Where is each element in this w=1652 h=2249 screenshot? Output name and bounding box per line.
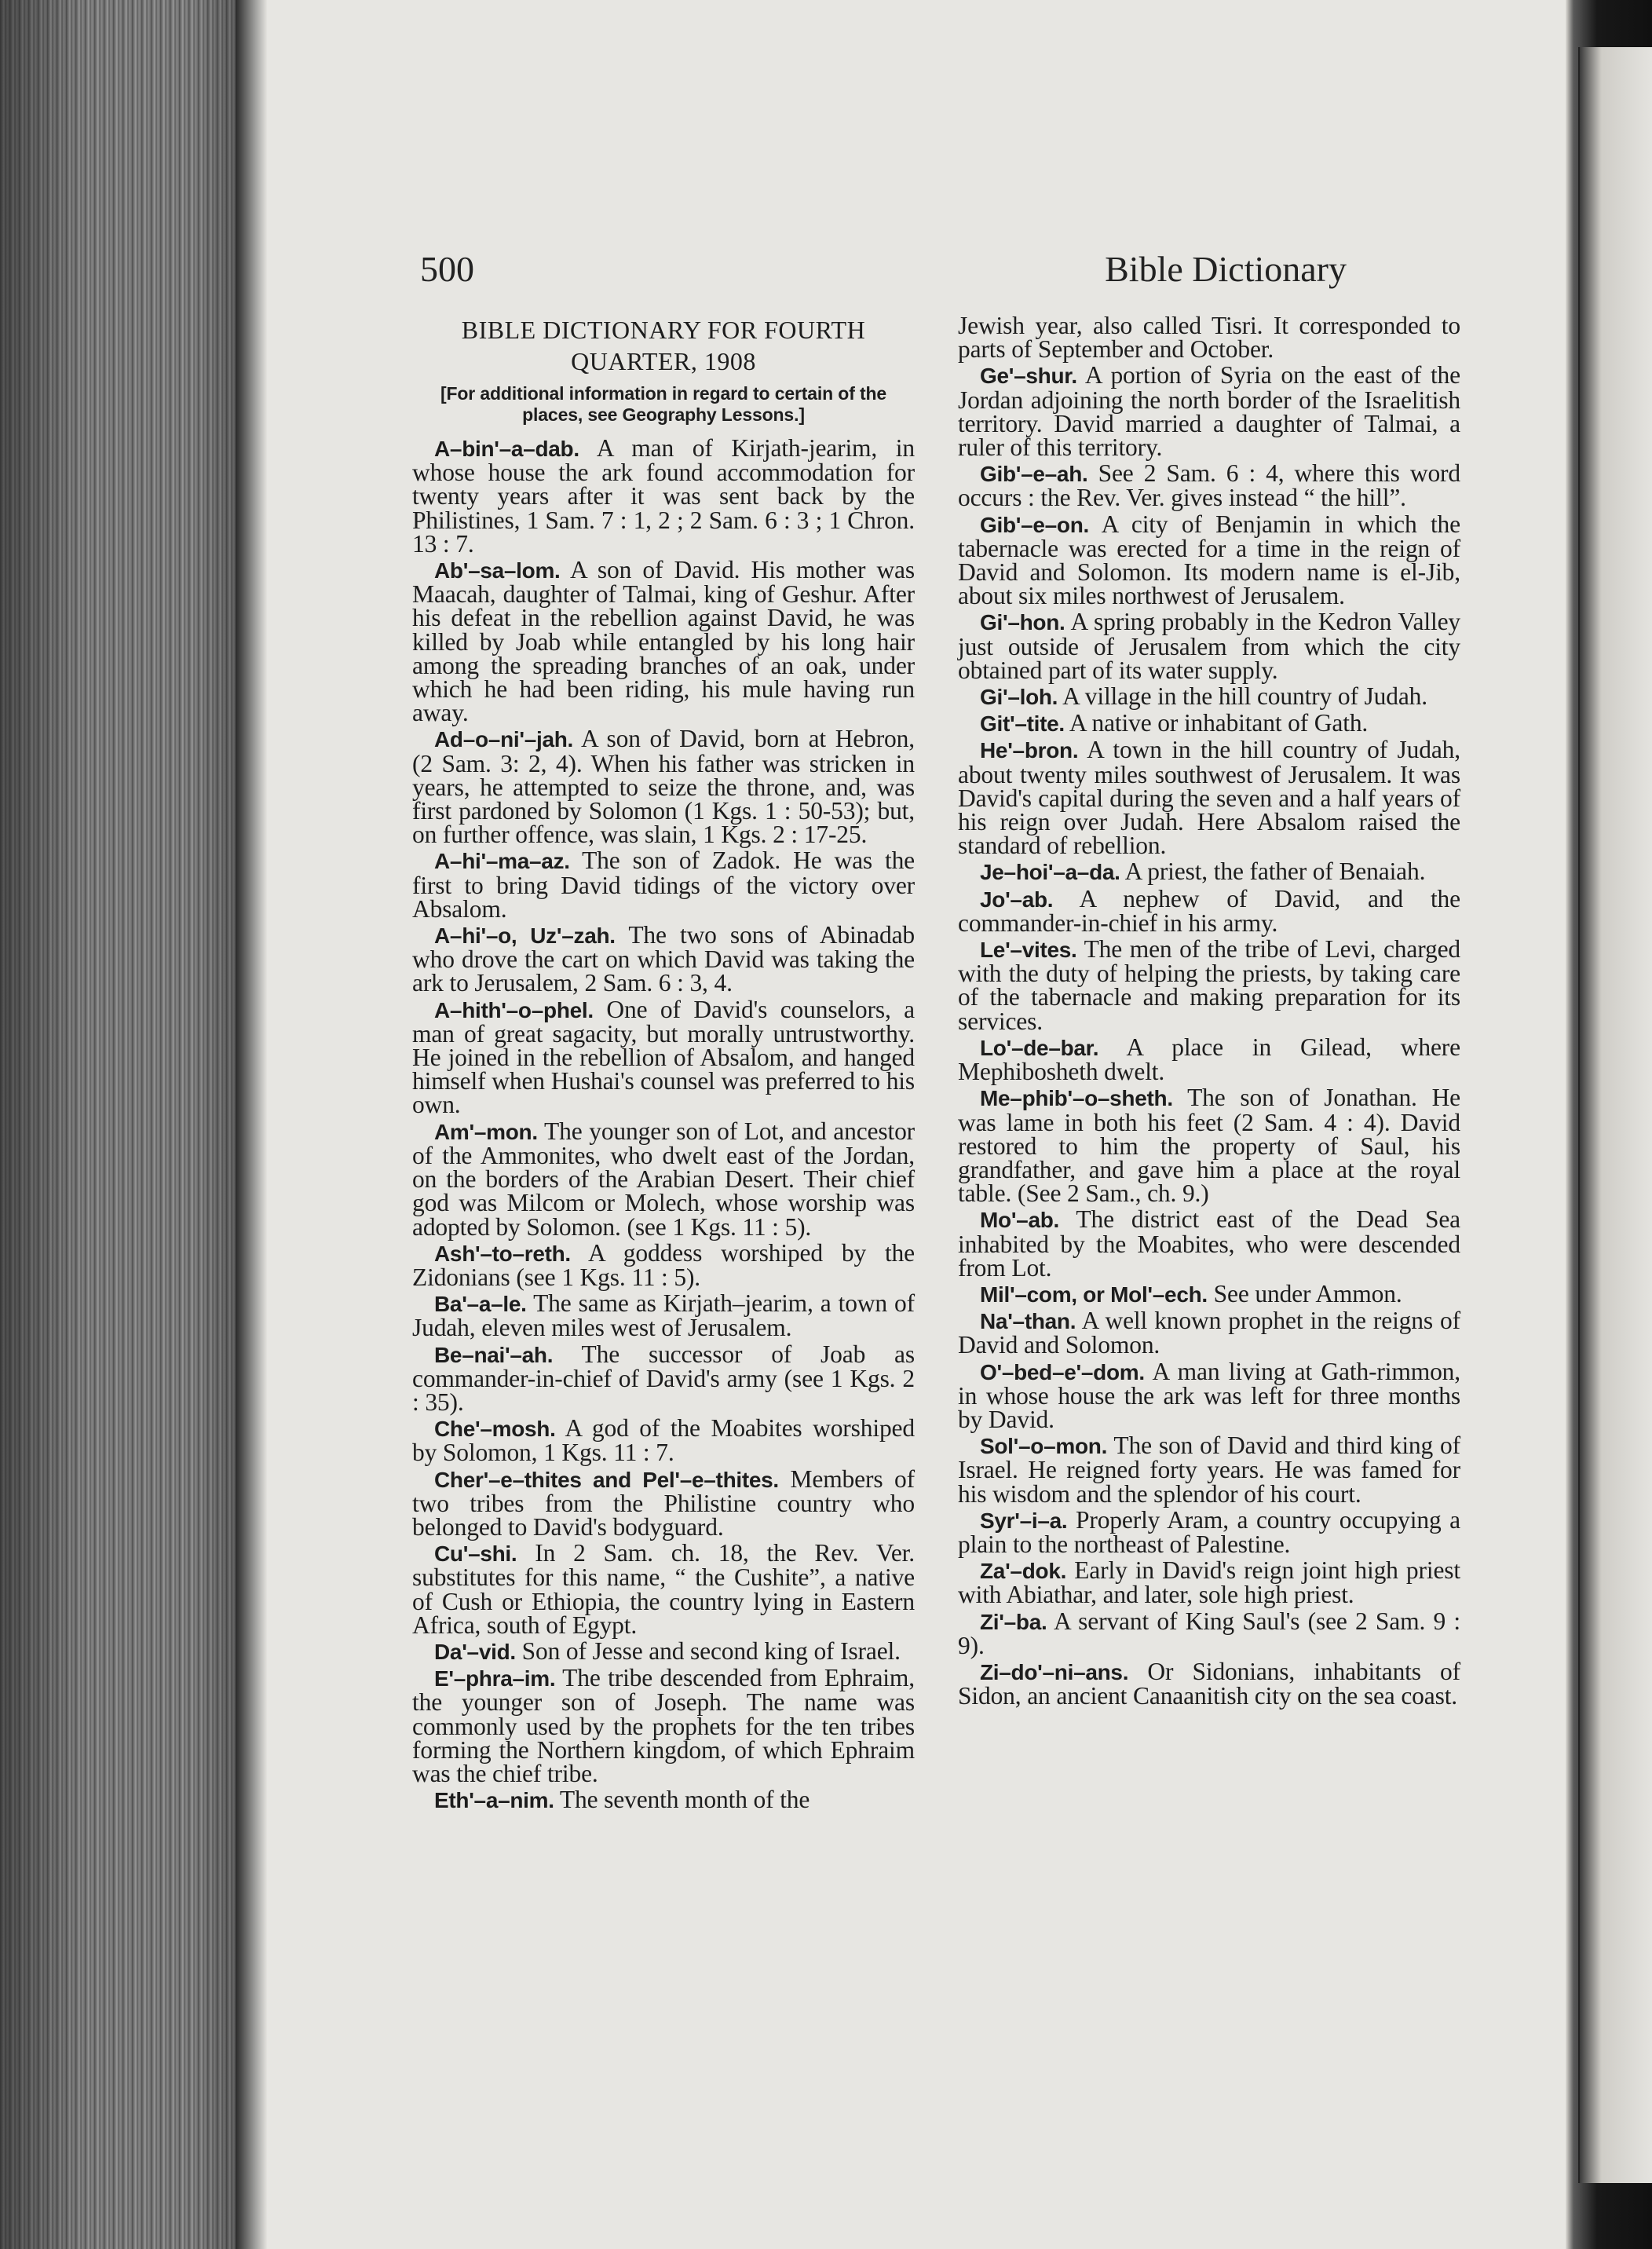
dictionary-entry [412, 1788, 915, 1812]
entry-definition: A well known prophet in the reigns of David and Solomon. [958, 1307, 1460, 1359]
entry-headword: Gi'–hon. [980, 610, 1065, 635]
entry-definition: Early in David's reign joint high priest with Abiathar, and later, sole high priest. [958, 1556, 1460, 1609]
book-gutter [236, 0, 267, 2249]
entry-definition: A place in Gilead, where Mephibosheth dwelt. [958, 1033, 1460, 1086]
entry-definition: A town in the hill country of Judah, about twenty miles southwest of Jerusalem. It was David's capital during the seven and a half years of his reign over Judah. Here Absalom raised the standard of rebellion. [958, 736, 1460, 860]
page-number: 500 [420, 249, 474, 289]
left-column [412, 314, 915, 1815]
dictionary-entry [958, 510, 1460, 610]
dictionary-entry [412, 1340, 915, 1416]
entry-definition: A portion of Syria on the east of the Jordan adjoining the north border of the Israelitish territory. David married a daughter of Talmai, a ruler of this territory. [958, 361, 1460, 462]
entry-headword: Ba'–a–le. [434, 1292, 527, 1317]
entry-headword: Sol'–o–mon. [980, 1434, 1108, 1459]
entry-definition: A son of David. His mother was Maacah, daughter of Talmai, king of Geshur. After his defeat in the rebellion against David, he was killed by Joab while entangled by his long hair among the spreading branches of an oak, under which he had been riding, his mule having run away. [412, 556, 915, 727]
dictionary-entry [958, 312, 1460, 364]
entry-headword: Je–hoi'–a–da. [980, 860, 1120, 885]
entry-headword: Gi'–loh. [980, 685, 1058, 710]
dictionary-entry [412, 1414, 915, 1467]
entry-definition: A priest, the father of Benaiah. [1124, 858, 1426, 886]
dictionary-entry [958, 1205, 1460, 1282]
dictionary-entry [412, 1465, 915, 1541]
entry-definition: The younger son of Lot, and ancestor of the Ammonites, who dwelt east of the Jordan, on the borders of the Arabian Desert. Their chief god was Milcom or Molech, whose worship was adopted by Solomon. (see 1 Kgs. 11 : 5). [412, 1117, 916, 1241]
dictionary-entry [412, 727, 915, 847]
entry-definition: The son of Zadok. He was the first to bring David tidings of the victory over Absalom. [412, 847, 916, 923]
entry-definition: The district east of the Dead Sea inhabited by the Moabites, who were descended from Lot. [958, 1205, 1460, 1282]
entry-headword: Ge'–shur. [980, 364, 1077, 389]
entry-headword: Za'–dok. [980, 1559, 1067, 1584]
entry-headword: Syr'–i–a. [980, 1508, 1068, 1533]
dictionary-entry [958, 711, 1460, 736]
entry-definition: Son of Jesse and second king of Israel. [521, 1636, 901, 1665]
facing-page-edge [1578, 47, 1652, 2183]
entry-definition: The tribe descended from Ephraim, the younger son of Joseph. The name was commonly used by the prophets for the ten tribes forming the Northern kingdom, of which Ephraim was the chief tribe. [412, 1664, 915, 1787]
running-title: Bible Dictionary [1105, 249, 1347, 289]
entry-definition: In 2 Sam. ch. 18, the Rev. Ver. substitutes for this name, “ the Cushite”, a native of Cush or Ethiopia, the country lying in Eastern Africa, south of Egypt. [412, 1539, 915, 1639]
entry-definition: A spring probably in the Kedron Valley just outside of Jerusalem from which the city obtained part of its water supply. [958, 608, 1461, 684]
entry-headword: He'–bron. [980, 738, 1079, 763]
entry-headword: Cu'–shi. [434, 1541, 517, 1567]
entry-headword: Cher'–e–thites and Pel'–e–thites. [434, 1467, 779, 1492]
entry-definition: A man living at Gath-rimmon, in whose house the ark was left for three months by David. [958, 1357, 1460, 1433]
dictionary-entry [958, 738, 1460, 858]
entry-headword: Che'–mosh. [434, 1417, 556, 1442]
entry-definition: Members of two tribes from the Philistine country who belonged to David's bodyguard. [412, 1465, 915, 1541]
entry-headword: Le'–vites. [980, 938, 1077, 963]
dictionary-entry [958, 459, 1460, 512]
dictionary-entry [958, 860, 1460, 884]
entry-definition: A servant of King Saul's (see 2 Sam. 9 : 9). [958, 1607, 1460, 1659]
entry-definition: A city of Benjamin in which the tabernacle was erected for a time in the reign of David and Solomon. Its modern name is el-Jib, about six miles northwest of Jerusalem. [958, 510, 1460, 610]
entry-definition: A god of the Moabites worshiped by Solomon, 1 Kgs. 11 : 7. [412, 1414, 915, 1467]
dictionary-entry [412, 1238, 915, 1291]
entry-definition: The successor of Joab as commander-in-chief of David's army (see 1 Kgs. 2 : 35). [412, 1340, 915, 1416]
dictionary-entry [958, 1357, 1460, 1433]
entry-headword: A–hi'–ma–az. [434, 849, 570, 874]
dictionary-entry [958, 610, 1460, 682]
dictionary-entry [958, 884, 1460, 937]
dictionary-entry [958, 935, 1461, 1035]
entry-headword: A–hi'–o, Uz'–zah. [434, 923, 616, 949]
right-entries [958, 314, 1460, 1708]
entry-headword: Ash'–to–reth. [434, 1241, 571, 1266]
dictionary-entry [412, 849, 915, 921]
entry-headword: Me–phib'–o–sheth. [980, 1086, 1173, 1111]
section-heading-line2: QUARTER, 1908 [571, 347, 756, 375]
dictionary-entry [412, 434, 915, 558]
dictionary-entry [958, 1033, 1460, 1086]
entry-headword: Ad–o–ni'–jah. [434, 727, 574, 752]
entry-headword: Na'–than. [980, 1309, 1076, 1334]
dictionary-entry [412, 1541, 915, 1637]
entry-definition: See under Ammon. [1213, 1279, 1402, 1307]
entry-definition: A goddess worshiped by the Zidonians (see 1 Kgs. 11 : 5). [412, 1238, 915, 1291]
entry-definition: Jewish year, also called Tisri. It corresponded to parts of September and October. [958, 312, 1460, 364]
entry-definition: A native or inhabitant of Gath. [1069, 709, 1369, 737]
entry-definition: The men of the tribe of Levi, charged with the duty of helping the priests, by taking care of the tabernacle and making preparation for its services. [958, 935, 1461, 1035]
entry-headword: Gib'–e–on. [980, 512, 1090, 537]
entry-definition: The seventh month of the [559, 1786, 810, 1814]
entry-definition: The same as Kirjath–jearim, a town of Judah, eleven miles west of Jerusalem. [412, 1289, 915, 1342]
entry-headword: Mil'–com, or Mol'–ech. [980, 1282, 1208, 1307]
book-page-edges [0, 0, 243, 2249]
dictionary-entry [412, 923, 915, 996]
dictionary-entry [958, 1434, 1460, 1506]
entry-headword: O'–bed–e'–dom. [980, 1359, 1145, 1384]
dictionary-entry [958, 1556, 1460, 1609]
entry-definition: A nephew of David, and the commander-in-chief in his army. [958, 884, 1460, 937]
dictionary-entry [958, 1657, 1460, 1710]
entry-definition: See 2 Sam. 6 : 4, where this word occurs : the Rev. Ver. gives instead “ the hill”. [958, 459, 1460, 512]
dictionary-entry [412, 558, 915, 725]
entry-definition: The two sons of Abinadab who drove the cart on which David was taking the ark to Jerusalem, 2 Sam. 6 : 3, 4. [412, 921, 916, 997]
entry-definition: A son of David, born at Hebron, (2 Sam. 3: 2, 4). When his father was stricken in years, he attempted to seize the throne, and, was first pardoned by Solomon (1 Kgs. 1 : 50-53); but, on further offence, was slain, 1 Kgs. 2 : 17-25. [412, 725, 915, 849]
section-note: [For additional information in regard to certain of the places, see Geography Lessons.] [440, 383, 887, 425]
entry-headword: Git'–tite. [980, 711, 1065, 737]
entry-headword: Jo'–ab. [980, 887, 1054, 912]
dictionary-entry [958, 1505, 1460, 1558]
entry-definition: Properly Aram, a country occupying a plain to the northeast of Palestine. [958, 1505, 1460, 1558]
entry-headword: Zi'–ba. [980, 1609, 1047, 1634]
entry-headword: Be–nai'–ah. [434, 1342, 554, 1367]
entry-definition: A village in the hill country of Judah. [1062, 682, 1427, 711]
right-column [958, 314, 1460, 1710]
entry-definition: The son of Jonathan. He was lame in both his feet (2 Sam. 4 : 4). David restored to him the property of Saul, his grandfather, and gave him a place at the royal table. (See 2 Sam., ch. 9.) [958, 1084, 1461, 1208]
dictionary-page [267, 0, 1566, 2249]
entry-headword: Ab'–sa–lom. [434, 558, 561, 583]
running-head [420, 248, 1347, 295]
entry-definition: One of David's counselors, a man of great sagacity, but morally untrustworthy. He joined in the rebellion of Absalom, and hanged himself when Hushai's counsel was preferred to his own. [412, 995, 915, 1119]
section-heading-line1: BIBLE DICTIONARY FOR FOURTH [461, 316, 866, 344]
dictionary-entry [958, 1309, 1460, 1357]
left-entries [412, 434, 916, 1814]
entry-definition: Or Sidonians, inhabitants of Sidon, an ancient Canaanitish city on the sea coast. [958, 1657, 1460, 1710]
entry-headword: Eth'–a–nim. [434, 1788, 554, 1813]
entry-headword: Gib'–e–ah. [980, 462, 1088, 487]
entry-definition: The son of David and third king of Israel. He reigned forty years. He was famed for his wisdom and the splendor of his court. [958, 1432, 1460, 1508]
section-heading [412, 314, 915, 377]
entry-definition: A man of Kirjath-jearim, in whose house the ark found accommodation for twenty years after it was sent back by the Philistines, 1 Sam. 7 : 1, 2 ; 2 Sam. 6 : 3 ; 1 Chron. 13 : 7. [412, 434, 915, 558]
entry-headword: Zi–do'–ni–ans. [980, 1659, 1129, 1684]
dictionary-entry [412, 995, 915, 1119]
entry-headword: Da'–vid. [434, 1639, 516, 1664]
dictionary-entry [412, 1289, 915, 1342]
entry-headword: A–bin'–a–dab. [434, 437, 579, 461]
entry-headword: Mo'–ab. [980, 1208, 1060, 1233]
dictionary-entry [412, 1666, 915, 1786]
dictionary-entry [958, 682, 1460, 711]
dictionary-entry [412, 1117, 916, 1241]
dictionary-entry [958, 1607, 1460, 1659]
dictionary-entry [958, 361, 1460, 462]
dictionary-entry [412, 1636, 915, 1665]
entry-headword: E'–phra–im. [434, 1666, 556, 1691]
entry-headword: Am'–mon. [434, 1119, 538, 1144]
dictionary-entry [958, 1084, 1461, 1208]
dictionary-entry [958, 1279, 1460, 1307]
entry-headword: A–hith'–o–phel. [434, 997, 594, 1022]
entry-headword: Lo'–de–bar. [980, 1035, 1099, 1060]
